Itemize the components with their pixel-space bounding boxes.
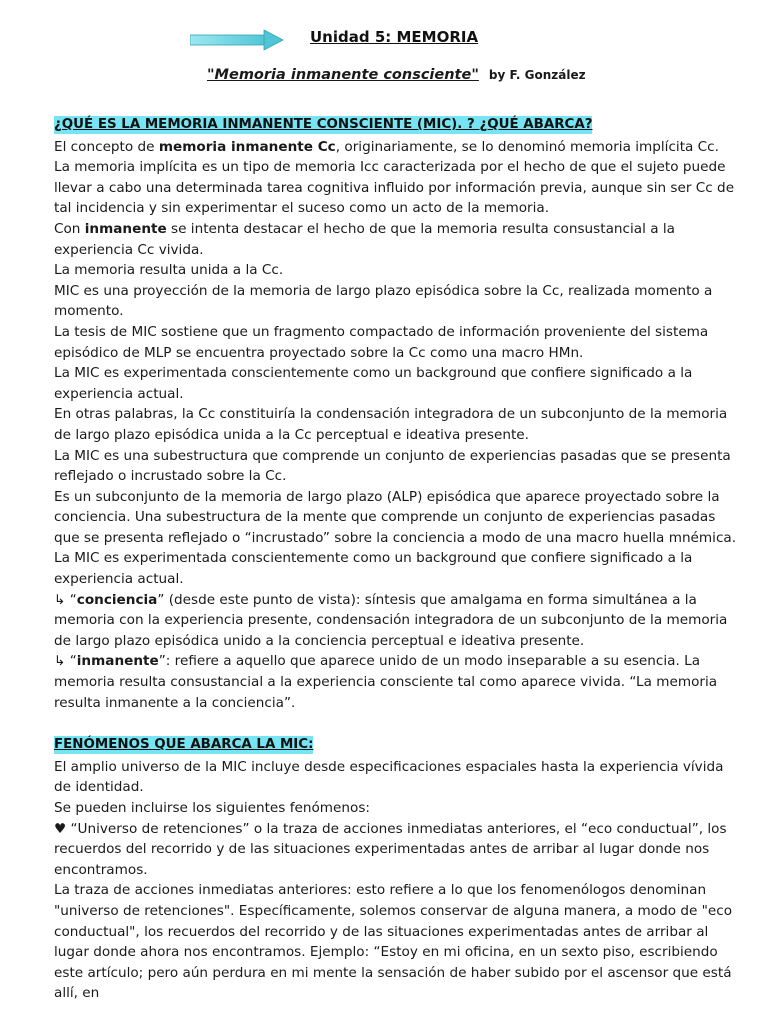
paragraph: MIC es una proyección de la memoria de largo plazo episódica sobre la Cc, realizada momento a momento. — [54, 282, 713, 320]
section-heading-fenomenos: FENÓMENOS QUE ABARCA LA MIC: — [54, 737, 314, 753]
paragraph: Con inmanente se intenta destacar el hecho de que la memoria resulta consustancial a la experiencia Cc vivida. — [54, 220, 675, 258]
page-title: Unidad 5: MEMORIA — [310, 28, 479, 46]
paragraph: La tesis de MIC sostiene que un fragmento compactado de información proveniente del sistema episódico de MLP se encuentra proyectado sobre la Cc como una macro HMn. — [54, 323, 709, 361]
paragraph: Se pueden incluirse los siguientes fenómenos: — [54, 800, 370, 816]
paragraph: La traza de acciones inmediatas anteriores: esto refiere a lo que los fenomenólogos denominan "universo de retenciones". Específicamente, solemos conservar de alguna manera, a modo de "eco conductual", los recuerdos del recorrido y de las situaciones experimentadas antes de arribar al lugar donde ahora nos encontramos. Ejemplo: “Estoy en mi oficina, en un sexto piso, escribiendo este artículo; pero aún perdura en mi mente la sensación de haber subido por el ascensor que está allí, en — [54, 882, 733, 1002]
paragraph: El amplio universo de la MIC incluye desde especificaciones espaciales hasta la experiencia vívida de identidad. — [54, 758, 724, 796]
paragraph: La MIC es experimentada conscientemente como un background que confiere significado a la experiencia actual. — [54, 365, 693, 402]
paragraph: ↳ “inmanente”: refiere a aquello que aparece unido de un modo inseparable a su esencia. La memoria resulta consustancial a la experiencia consciente tal como aparece vivida. “La memoria resulta inmanente a la conciencia”. — [54, 653, 718, 711]
paragraph: La memoria implícita es un tipo de memoria Icc caracterizada por el hecho de que el sujeto puede llevar a cabo una determinada tarea cognitiva influido por información previa, aunque sin ser Cc de tal incidencia y sin experimentar el suceso como un acto de la memoria. — [54, 159, 735, 217]
paragraph: La memoria resulta unida a la Cc. — [54, 262, 284, 279]
document-subtitle: "Memoria inmanente consciente" — [207, 67, 479, 83]
section-heading-que-es: ¿QUÉ ES LA MEMORIA INMANENTE CONSCIENTE (MIC). ? ¿QUÉ ABARCA? — [54, 117, 593, 132]
document-body — [54, 114, 744, 1004]
paragraph: El concepto de memoria inmanente Cc, originariamente, se lo denominó memoria implícita Cc. — [54, 138, 719, 155]
decorative-arrow-icon — [190, 29, 284, 51]
paragraph: En otras palabras, la Cc constituiría la condensación integradora de un subconjunto de la memoria de largo plazo episódica unida a la Cc perceptual e ideativa presente. — [54, 406, 728, 443]
paragraph: ♥ “Universo de retenciones” o la traza de acciones inmediatas anteriores, el “eco conductual”, los recuerdos del recorrido y de las situaciones experimentadas antes de arribar al lugar donde nos encontramos. — [54, 820, 727, 878]
paragraph: La MIC es una subestructura que comprende un conjunto de experiencias pasadas que se presenta reflejado o incrustado sobre la Cc. — [54, 447, 731, 485]
paragraph: La MIC es experimentada conscientemente como un background que confiere significado a la experiencia actual. — [54, 550, 693, 588]
paragraph: ↳ “conciencia” (desde este punto de vista): síntesis que amalgama en forma simultánea a la memoria con la experiencia presente, condensación integradora de un subconjunto de la memoria de largo plazo episódica unido a la conciencia perceptual e ideativa presente. — [54, 591, 728, 649]
paragraph: Es un subconjunto de la memoria de largo plazo (ALP) episódica que aparece proyectado sobre la conciencia. Una subestructura de la mente que comprende un conjunto de experiencias pasadas que se presenta reflejado o “incrustado” sobre la conciencia a modo de una macro huella mnémica. — [54, 488, 737, 546]
author-byline: by F. González — [488, 68, 586, 82]
subtitle-row — [207, 64, 586, 83]
